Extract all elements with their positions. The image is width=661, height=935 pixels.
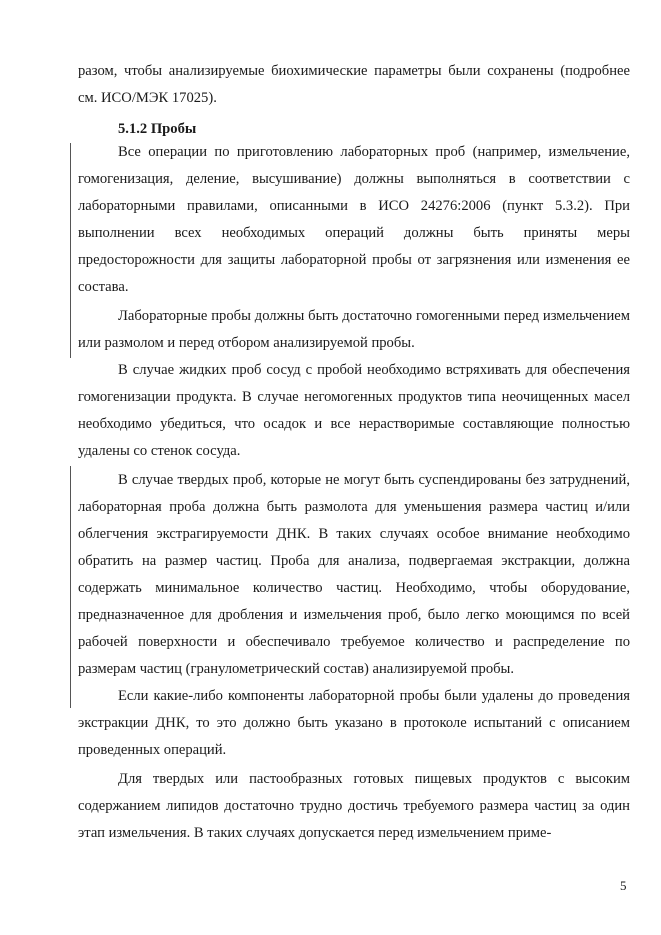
paragraph-lipid-products: Для твердых или пастообразных готовых пищевых продуктов с высоким содержанием липидов достаточно трудно достичь требуемого размера частиц за один этап измельчения. В таких случаях допускается перед измельчением приме- <box>78 771 630 841</box>
change-bar-2 <box>70 466 71 708</box>
paragraph-sample-preparation: Все операции по приготовлению лабораторных проб (например, измельчение, гомогенизация, деление, высушивание) должны выполняться в соответствии с лабораторными правилами, описанными в ИСО 24276:2006 (пункт 5.3.2). При выполнении всех необходимых операций должны быть приняты меры предосторожности для защиты лабораторной пробы от загрязнения или изменения ее состава. <box>78 144 630 295</box>
intro-paragraph: разом, чтобы анализируемые биохимические параметры были сохранены (подробнее см. ИСО/МЭК 17025). <box>78 63 630 106</box>
paragraph-homogeneity: Лабораторные пробы должны быть достаточно гомогенными перед измельчением или размолом и перед отбором анализируемой пробы. <box>78 308 630 351</box>
body-text <box>78 139 630 847</box>
paragraph-removed-components: Если какие-либо компоненты лабораторной пробы были удалены до проведения экстракции ДНК, то это должно быть указано в протоколе испытаний с описанием проведенных операций. <box>78 688 630 758</box>
change-bar-1 <box>70 143 71 358</box>
paragraph-liquid-samples: В случае жидких проб сосуд с пробой необходимо встряхивать для обеспечения гомогенизации продукта. В случае негомогенных продуктов типа неочищенных масел необходимо убедиться, что осадок и все нерастворимые составляющие полностью удалены со стенок сосуда. <box>78 362 630 459</box>
paragraph-solid-samples: В случае твердых проб, которые не могут быть суспендированы без затруднений, лабораторная проба должна быть размолота для уменьшения размера частиц и/или облегчения экстрагируемости ДНК. В таких случаях особое внимание необходимо обратить на размер частиц. Проба для анализа, подвергаемая экстракции, должна содержать минимальное количество частиц. Необходимо, чтобы оборудование, предназначенное для дробления и измельчения проб, было легко моющимся по всей рабочей поверхности и обеспечивало требуемое количество и распределение по размерам частиц (гранулометрический состав) анализируемой пробы. <box>78 472 630 677</box>
intro-paragraph-block <box>78 58 630 112</box>
section-heading: 5.1.2 Пробы <box>118 121 197 137</box>
page-number: 5 <box>620 878 627 893</box>
